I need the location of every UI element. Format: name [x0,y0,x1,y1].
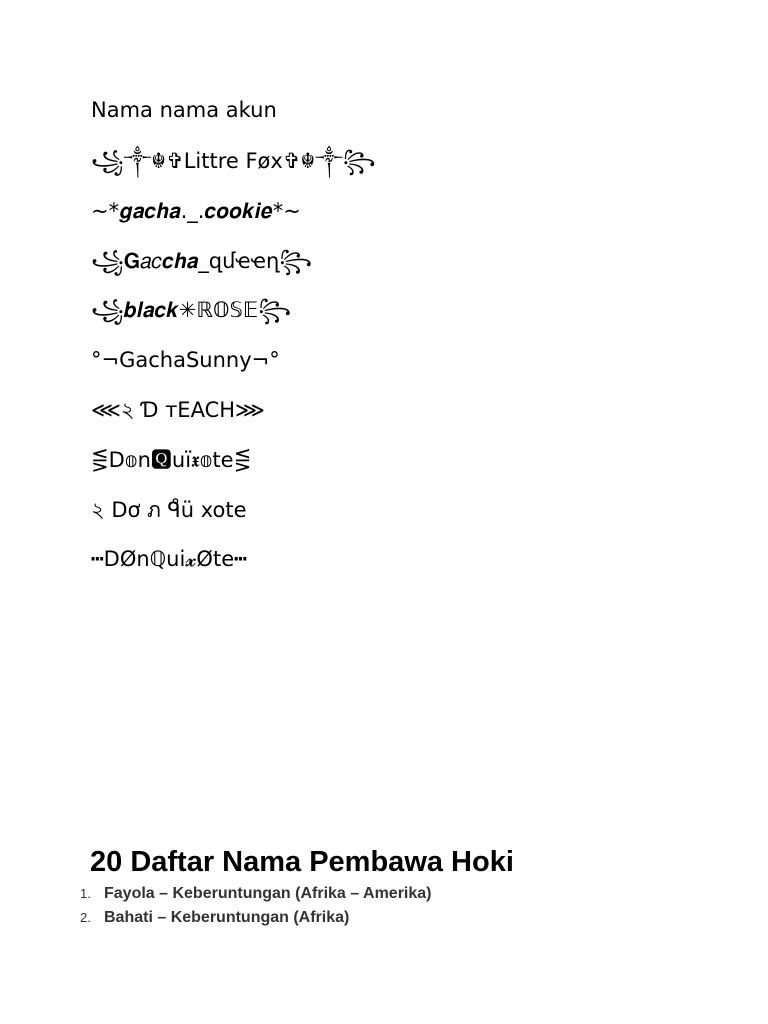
list-item [80,882,432,906]
account-name-item: ꧁𝒃𝒍𝒂𝒄𝒌✳ℝ𝕆𝕊𝔼꧂ [91,298,292,323]
account-name-item: ꧁༒☬✞Littre Føx✞☬༒꧂ [91,149,376,173]
list-item-number: 2. [80,910,91,925]
accounts-heading: Nama nama akun [91,98,277,122]
account-name-item: °¬GachaSunny¬° [91,348,280,373]
account-name-item: ~*𝒈𝒂𝒄𝒉𝒂._.𝒄𝒐𝒐𝒌𝒊𝒆*~ [91,198,301,223]
account-name-item: ┅DØnℚui𝔁Øte┅ [91,547,247,572]
account-name-item: ২ Dơ ภ ᑫ̊ü xote [91,497,247,522]
account-name-item: ⋚D𝕠n🆀uï𝖝𝕠te⋚ [91,447,252,472]
section-title: 20 Daftar Nama Pembawa Hoki [90,846,514,878]
account-name-item: ꧁𝐆𝑎𝑐𝒄𝒉𝒂_զմҽҽղ꧂ [91,248,313,273]
list-item-text: Fayola – Keberuntungan (Afrika – Amerika) [104,885,432,902]
lucky-names-list [80,882,432,930]
list-item-number: 1. [80,886,91,901]
list-item-text: Bahati – Keberuntungan (Afrika) [104,909,350,926]
account-names-list [91,146,376,594]
account-name-item: ⋘২ Ɗ ᴛEACH⋙ [91,397,265,422]
list-item [80,906,432,930]
